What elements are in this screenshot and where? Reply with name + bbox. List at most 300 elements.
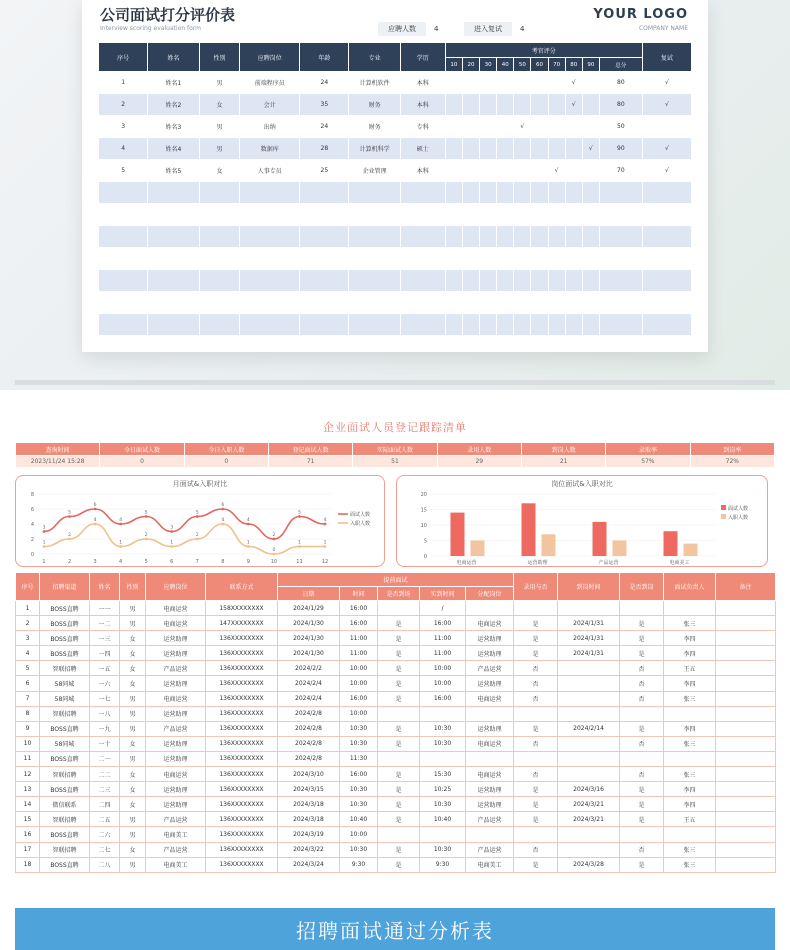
empty-cell — [531, 270, 548, 292]
empty-cell — [148, 182, 199, 204]
table-cell: 2024/3/18 — [278, 797, 340, 812]
table-cell: 10:30 — [420, 736, 466, 751]
table-cell: 是 — [378, 676, 420, 691]
sub-header: 日期 — [278, 587, 340, 601]
data-label: 4 — [221, 518, 225, 523]
empty-cell — [480, 292, 497, 314]
table-cell: 10:40 — [420, 812, 466, 827]
table-cell: 智联招聘 — [40, 767, 90, 782]
table-cell: 否 — [514, 661, 558, 676]
empty-cell — [582, 292, 599, 314]
table-cell: 否 — [514, 736, 558, 751]
score-col-header: 90 — [582, 58, 599, 72]
data-point — [221, 523, 224, 526]
table-cell: 二三 — [90, 782, 120, 797]
table-cell: 12 — [16, 767, 40, 782]
score-cell — [531, 160, 548, 182]
table-cell: BOSS直聘 — [40, 782, 90, 797]
data-label: 5 — [68, 510, 71, 516]
table-cell: 10:30 — [340, 721, 378, 736]
score-col-header: 70 — [548, 58, 565, 72]
table-cell: 一六 — [90, 676, 120, 691]
empty-cell — [148, 270, 199, 292]
data-label: 1 — [170, 540, 174, 546]
table-cell: 运营助理 — [466, 676, 514, 691]
table-cell: 2024/2/8 — [278, 751, 340, 766]
summary-header: 录取率 — [606, 443, 690, 456]
data-label: 2 — [68, 533, 71, 538]
table-cell — [620, 751, 664, 766]
table-cell: 15:30 — [420, 767, 466, 782]
table-cell: 2024/3/15 — [278, 782, 340, 797]
table-cell: 2024/3/22 — [278, 842, 340, 857]
table-cell — [620, 706, 664, 721]
table-cell — [420, 751, 466, 766]
empty-cell — [99, 182, 148, 204]
table-cell: 运营助理 — [146, 736, 206, 751]
empty-cell — [400, 292, 445, 314]
table-cell: 运营助理 — [146, 676, 206, 691]
table-cell: 一七 — [90, 691, 120, 706]
table-cell: 一二 — [90, 616, 120, 631]
table-cell — [514, 827, 558, 842]
table-cell — [514, 601, 558, 616]
table-cell: BOSS直聘 — [40, 721, 90, 736]
table-cell: 2024/3/19 — [278, 827, 340, 842]
retest-stat — [464, 22, 524, 36]
table-cell: 电商运营 — [146, 616, 206, 631]
cell-gender: 女 — [199, 94, 240, 116]
col-header: 序号 — [16, 573, 40, 601]
table-cell: 是 — [620, 631, 664, 646]
col-header: 姓名 — [148, 43, 199, 72]
table-cell — [378, 601, 420, 616]
cell-name: 姓名4 — [148, 138, 199, 160]
empty-cell — [99, 204, 148, 226]
table-cell: 产品运营 — [466, 661, 514, 676]
table-cell: 是 — [378, 857, 420, 872]
table-cell: 147XXXXXXXX — [206, 616, 278, 631]
table-cell: 王五 — [664, 812, 716, 827]
table-cell — [620, 601, 664, 616]
table-cell: 张三 — [664, 736, 716, 751]
table-row — [16, 676, 776, 691]
empty-cell — [148, 248, 199, 270]
cell-position: 前端程序员 — [240, 72, 300, 94]
table-cell: 是 — [514, 857, 558, 872]
table-cell: 58同城 — [40, 691, 90, 706]
empty-cell — [582, 204, 599, 226]
empty-cell — [300, 204, 349, 226]
score-cell — [531, 94, 548, 116]
cell-total: 90 — [599, 138, 642, 160]
data-point — [273, 553, 276, 556]
cell-position: 数据库 — [240, 138, 300, 160]
position-chart — [396, 475, 768, 567]
table-cell: / — [420, 601, 466, 616]
empty-cell — [99, 226, 148, 248]
table-cell: 是 — [378, 631, 420, 646]
table-cell: 产品运营 — [146, 661, 206, 676]
score-col-header: 总分 — [599, 58, 642, 72]
table-cell: 是 — [620, 782, 664, 797]
col-header: 面试负责人 — [664, 573, 716, 601]
empty-cell — [349, 226, 400, 248]
table-cell — [664, 751, 716, 766]
data-label: 6 — [221, 503, 225, 508]
empty-cell — [642, 270, 691, 292]
y-tick-label: 8 — [30, 492, 34, 498]
summary-value: 0 — [100, 456, 184, 468]
col-header: 学历 — [400, 43, 445, 72]
table-cell: 是 — [514, 646, 558, 661]
summary-value: 0 — [184, 456, 268, 468]
table-cell: 14 — [16, 797, 40, 812]
table-row — [16, 812, 776, 827]
table-cell: 2024/1/29 — [278, 601, 340, 616]
table-cell: 16:00 — [420, 616, 466, 631]
bar-1 — [613, 541, 627, 557]
score-cell — [462, 72, 479, 94]
table-cell — [558, 706, 620, 721]
cell-major: 企业管理 — [349, 160, 400, 182]
y-tick-label: 6 — [30, 507, 34, 513]
empty-cell — [642, 182, 691, 204]
score-cell — [480, 160, 497, 182]
table-cell: 否 — [620, 676, 664, 691]
score-cell — [497, 116, 514, 138]
empty-cell — [565, 314, 582, 336]
data-label: 1 — [298, 540, 301, 546]
empty-cell — [565, 226, 582, 248]
empty-cell — [497, 182, 514, 204]
cell-edu: 本科 — [400, 94, 445, 116]
score-cell — [548, 72, 565, 94]
company-name: COMPANY NAME — [638, 25, 688, 32]
stat-label: 进入复试 — [464, 22, 512, 36]
data-point — [247, 523, 250, 526]
line-chart-svg — [16, 476, 386, 568]
data-point — [298, 515, 301, 518]
table-cell — [716, 782, 776, 797]
empty-cell — [349, 248, 400, 270]
table-cell: 是 — [378, 616, 420, 631]
score-cell — [548, 138, 565, 160]
col-header-group: 提前面试 — [278, 573, 514, 587]
data-label: 1 — [323, 540, 327, 546]
y-tick-label: 10 — [420, 523, 427, 529]
table-cell: 智联招聘 — [40, 812, 90, 827]
table-cell — [716, 797, 776, 812]
cell-age: 25 — [300, 160, 349, 182]
table-cell: 11:30 — [340, 751, 378, 766]
table-cell: 11 — [16, 751, 40, 766]
table-cell: 2024/2/8 — [278, 706, 340, 721]
empty-cell — [642, 204, 691, 226]
table-cell: 10:30 — [420, 797, 466, 812]
empty-cell — [462, 226, 479, 248]
cell-major: 财务 — [349, 94, 400, 116]
data-point — [119, 523, 122, 526]
empty-cell — [582, 314, 599, 336]
empty-cell — [462, 270, 479, 292]
table-cell: 2024/1/31 — [558, 631, 620, 646]
col-header: 招聘渠道 — [40, 573, 90, 601]
table-cell — [716, 842, 776, 857]
table-cell: 李四 — [664, 721, 716, 736]
legend-swatch — [721, 514, 726, 519]
y-tick-label: 2 — [30, 537, 34, 543]
summary-header: 今日入职人数 — [184, 443, 268, 456]
x-tick-label: 4 — [119, 559, 123, 565]
table-cell: 一十 — [90, 736, 120, 751]
table-cell: 是 — [620, 812, 664, 827]
empty-cell — [497, 226, 514, 248]
table-cell — [716, 601, 776, 616]
table-cell: 运营助理 — [466, 797, 514, 812]
table-row — [16, 661, 776, 676]
table-cell: 是 — [514, 721, 558, 736]
empty-cell — [445, 270, 462, 292]
empty-cell — [349, 314, 400, 336]
category-label: 运营助理 — [527, 560, 548, 566]
cell-retest — [642, 116, 691, 138]
table-cell: 一五 — [90, 661, 120, 676]
table-cell — [716, 721, 776, 736]
score-cell: √ — [565, 94, 582, 116]
score-col-header: 40 — [497, 58, 514, 72]
table-cell: 58同城 — [40, 676, 90, 691]
table-cell: 运营助理 — [146, 646, 206, 661]
score-cell — [514, 72, 531, 94]
cell-edu: 本科 — [400, 160, 445, 182]
table-cell: 微信联系 — [40, 797, 90, 812]
table-cell: 1 — [16, 601, 40, 616]
table-row — [16, 631, 776, 646]
table-cell: 运营助理 — [466, 631, 514, 646]
table-cell — [716, 736, 776, 751]
data-point — [298, 545, 301, 548]
table-cell — [716, 631, 776, 646]
sub-header: 是否到场 — [378, 587, 420, 601]
x-tick-label: 7 — [195, 559, 199, 565]
empty-cell — [599, 314, 642, 336]
data-label: 4 — [323, 518, 327, 523]
empty-cell — [599, 270, 642, 292]
empty-cell — [582, 182, 599, 204]
table-cell: 否 — [514, 842, 558, 857]
table-cell: 2024/3/16 — [558, 782, 620, 797]
cell-age: 28 — [300, 138, 349, 160]
summary-header: 查询时间 — [16, 443, 100, 456]
table-cell: 136XXXXXXXX — [206, 706, 278, 721]
table-cell: 11:00 — [340, 646, 378, 661]
cell-age: 24 — [300, 116, 349, 138]
table-cell — [558, 842, 620, 857]
summary-header: 今日面试人数 — [100, 443, 184, 456]
col-header: 应聘岗位 — [240, 43, 300, 72]
data-point — [170, 530, 173, 533]
data-point — [145, 538, 148, 541]
table-cell: 智联招聘 — [40, 661, 90, 676]
cell-total: 70 — [599, 160, 642, 182]
table-row — [16, 706, 776, 721]
data-point — [196, 538, 199, 541]
table-cell: 一一 — [90, 601, 120, 616]
stat-label: 应聘人数 — [378, 22, 426, 36]
table-cell — [378, 706, 420, 721]
data-point — [170, 545, 173, 548]
data-label: 2 — [195, 533, 199, 538]
empty-cell — [400, 270, 445, 292]
score-cell — [445, 72, 462, 94]
score-col-header: 60 — [531, 58, 548, 72]
empty-cell — [480, 226, 497, 248]
table-cell: 女 — [120, 661, 146, 676]
empty-cell — [514, 314, 531, 336]
table-cell: 2024/1/31 — [558, 616, 620, 631]
table-cell: 智联招聘 — [40, 842, 90, 857]
empty-cell — [548, 226, 565, 248]
empty-cell — [349, 182, 400, 204]
score-cell — [548, 116, 565, 138]
table-cell — [420, 827, 466, 842]
tracking-table — [15, 572, 776, 873]
table-cell: 男 — [120, 721, 146, 736]
empty-cell — [531, 314, 548, 336]
table-cell: 是 — [378, 661, 420, 676]
table-cell: 16:00 — [340, 767, 378, 782]
empty-cell — [300, 292, 349, 314]
col-header: 专业 — [349, 43, 400, 72]
empty-cell — [599, 182, 642, 204]
evaluation-sheet — [82, 0, 708, 352]
x-tick-label: 8 — [221, 559, 225, 565]
table-cell: 男 — [120, 827, 146, 842]
table-cell: 运营助理 — [466, 646, 514, 661]
y-tick-label: 15 — [420, 507, 427, 514]
table-cell: 136XXXXXXXX — [206, 797, 278, 812]
empty-row — [99, 204, 692, 226]
table-cell: 王五 — [664, 661, 716, 676]
table-cell: 9:30 — [420, 857, 466, 872]
table-cell: 是 — [378, 812, 420, 827]
table-row — [16, 646, 776, 661]
table-cell: 10:30 — [420, 842, 466, 857]
table-cell — [716, 857, 776, 872]
score-cell — [445, 138, 462, 160]
table-cell: 15 — [16, 812, 40, 827]
score-cell — [480, 72, 497, 94]
empty-cell — [300, 314, 349, 336]
table-cell: 是 — [514, 782, 558, 797]
stat-value: 4 — [520, 25, 525, 33]
cell-major: 财务 — [349, 116, 400, 138]
table-cell: 否 — [514, 691, 558, 706]
x-tick-label: 9 — [246, 559, 250, 565]
legend-label: 入职人数 — [350, 521, 371, 527]
cell-gender: 男 — [199, 72, 240, 94]
cell-no: 5 — [99, 160, 148, 182]
data-label: 1 — [246, 540, 250, 546]
table-cell: 是 — [514, 812, 558, 827]
table-cell: 智联招聘 — [40, 706, 90, 721]
table-cell: 136XXXXXXXX — [206, 736, 278, 751]
table-cell: 16:00 — [340, 691, 378, 706]
table-cell: 10:30 — [340, 842, 378, 857]
cell-no: 1 — [99, 72, 148, 94]
empty-cell — [514, 248, 531, 270]
table-cell: 10:30 — [340, 736, 378, 751]
table-row — [99, 116, 692, 138]
y-tick-label: 0 — [423, 554, 427, 560]
table-cell: 是 — [378, 736, 420, 751]
table-cell: 是 — [378, 797, 420, 812]
data-point — [273, 538, 276, 541]
empty-cell — [548, 314, 565, 336]
table-cell: 女 — [120, 782, 146, 797]
summary-table — [15, 442, 775, 468]
empty-cell — [300, 226, 349, 248]
data-label: 1 — [42, 540, 46, 546]
table-cell: 女 — [120, 631, 146, 646]
table-cell: 136XXXXXXXX — [206, 827, 278, 842]
table-cell: 李四 — [664, 646, 716, 661]
data-label: 6 — [93, 503, 97, 508]
empty-cell — [565, 292, 582, 314]
table-cell: 女 — [120, 767, 146, 782]
empty-cell — [480, 248, 497, 270]
col-header: 性别 — [120, 573, 146, 601]
summary-value: 2023/11/24 15:28 — [16, 456, 100, 468]
empty-cell — [514, 270, 531, 292]
table-row — [16, 721, 776, 736]
empty-cell — [445, 292, 462, 314]
empty-cell — [400, 182, 445, 204]
data-point — [221, 508, 224, 511]
empty-cell — [400, 204, 445, 226]
table-cell: BOSS直聘 — [40, 646, 90, 661]
table-cell: 是 — [514, 631, 558, 646]
table-cell: 产品运营 — [466, 842, 514, 857]
score-cell: √ — [514, 116, 531, 138]
empty-cell — [531, 204, 548, 226]
table-cell: 2024/3/24 — [278, 857, 340, 872]
data-label: 5 — [144, 510, 148, 516]
table-cell: 16:00 — [340, 616, 378, 631]
empty-cell — [349, 292, 400, 314]
data-point — [145, 515, 148, 518]
table-cell — [716, 706, 776, 721]
summary-header: 到岗人数 — [521, 443, 605, 456]
sheet-title: 公司面试打分评价表 — [100, 6, 236, 24]
x-tick-label: 1 — [42, 559, 46, 565]
table-cell: 运营助理 — [146, 706, 206, 721]
y-tick-label: 5 — [423, 538, 427, 545]
table-cell: 女 — [120, 797, 146, 812]
table-cell: 是 — [378, 646, 420, 661]
empty-cell — [480, 204, 497, 226]
table-cell — [716, 751, 776, 766]
x-tick-label: 11 — [296, 559, 303, 565]
bar-1 — [542, 534, 556, 556]
table-cell — [716, 676, 776, 691]
table-cell: 男 — [120, 706, 146, 721]
cell-edu: 本科 — [400, 72, 445, 94]
bar-0 — [664, 531, 678, 556]
col-header: 年龄 — [300, 43, 349, 72]
table-cell: 136XXXXXXXX — [206, 812, 278, 827]
